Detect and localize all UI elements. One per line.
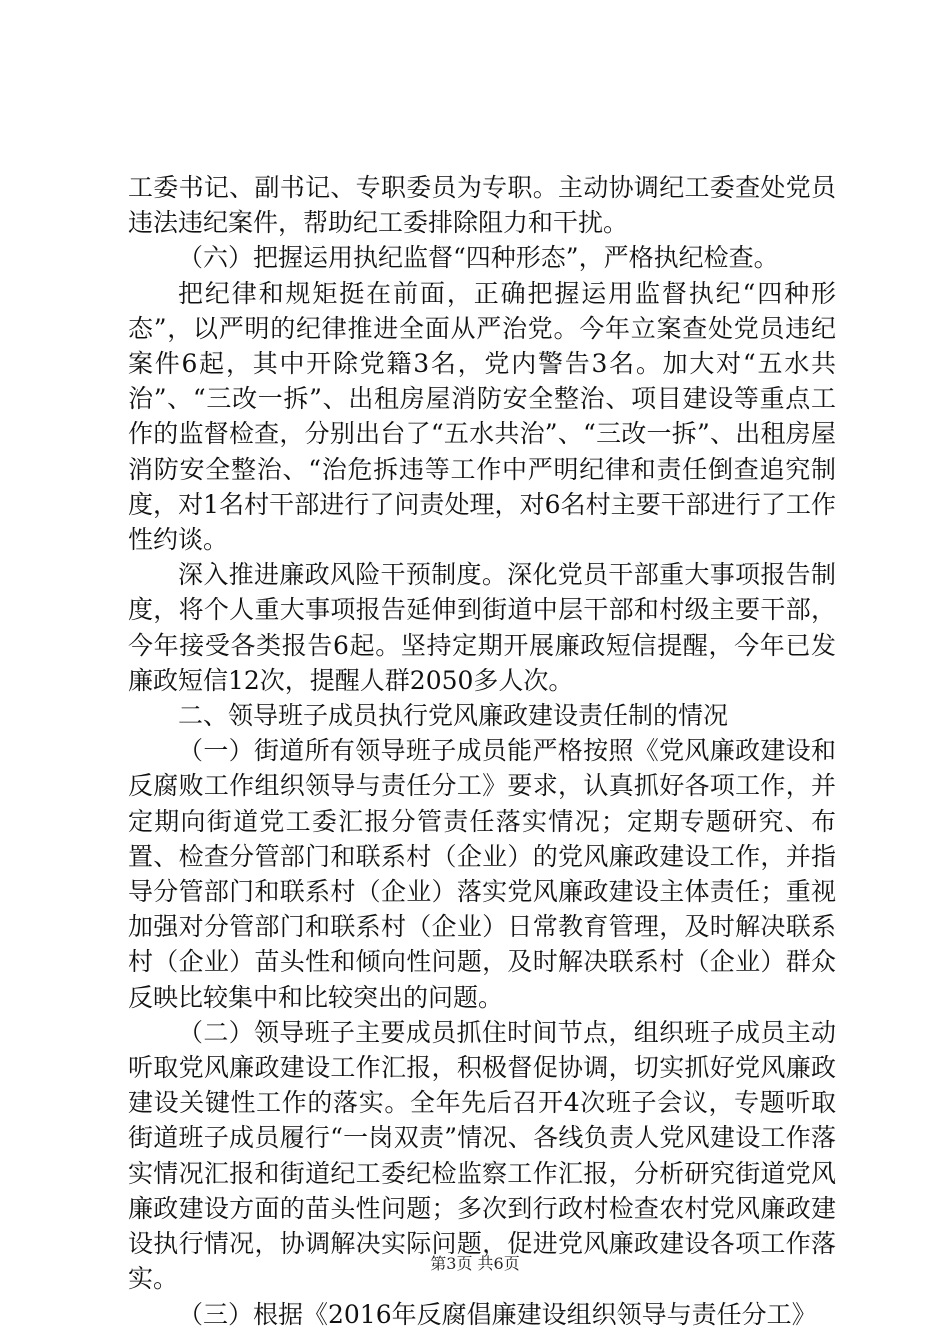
paragraph-item-one: （一）街道所有领导班子成员能严格按照《党风廉政建设和反腐败工作组织领导与责任分工》要求，认真抓好各项工作，并定期向街道党工委汇报分管责任落实情况；定期专题研究、布置、检查分管部门和联系村（企业）的党风廉政建设工作，并指导分管部门和联系村（企业）落实党风廉政建设主体责任；重视加强对分管部门和联系村（企业）日常教育管理，及时解决联系村（企业）苗头性和倾向性问题，及时解决联系村（企业）群众反映比较集中和比较突出的问题。 — [128, 736, 836, 1012]
paragraph-continued: 工委书记、副书记、专职委员为专职。主动协调纪工委查处党员违法违纪案件，帮助纪工委排除阻力和干扰。 — [128, 173, 836, 238]
paragraph-discipline: 把纪律和规矩挺在前面，正确把握运用监督执纪“四种形态”，以严明的纪律推进全面从严治党。今年立案查处党员违纪案件6起，其中开除党籍3名，党内警告3名。加大对“五水共治”、“三改一拆”、出租房屋消防安全整治、项目建设等重点工作的监督检查，分别出台了“五水共治”、“三改一拆”、出租房屋消防安全整治、“治危拆违等工作中严明纪律和责任倒查追究制度，对1名村干部进行了问责处理，对6名村主要干部进行了工作性约谈。 — [128, 278, 836, 555]
document-body — [128, 170, 836, 1332]
page-footer: 第3页 共6页 — [430, 1254, 520, 1273]
paragraph-item-three: （三）根据《2016年反腐倡廉建设组织领导与责任分工》 — [178, 1299, 817, 1329]
section-heading-six: （六）把握运用执纪监督“四种形态”，严格执纪检查。 — [178, 243, 779, 273]
section-heading-two: 二、领导班子成员执行党风廉政建设责任制的情况 — [178, 701, 729, 731]
paragraph-item-two: （二）领导班子主要成员抓住时间节点，组织班子成员主动听取党风廉政建设工作汇报，积极督促协调，切实抓好党风廉政建设关键性工作的落实。全年先后召开4次班子会议，专题听取街道班子成员履行“一岗双责”情况、各线负责人党风建设工作落实情况汇报和街道纪工委纪检监察工作汇报，分析研究街道党风廉政建设方面的苗头性问题；多次到行政村检查农村党风廉政建设执行情况，协调解决实际问题，促进党风廉政建设各项工作落实。 — [128, 1017, 836, 1294]
paragraph-risk-intervention: 深入推进廉政风险干预制度。深化党员干部重大事项报告制度，将个人重大事项报告延伸到街道中层干部和村级主要干部，今年接受各类报告6起。坚持定期开展廉政短信提醒，今年已发廉政短信12次，提醒人群2050多人次。 — [128, 560, 836, 695]
